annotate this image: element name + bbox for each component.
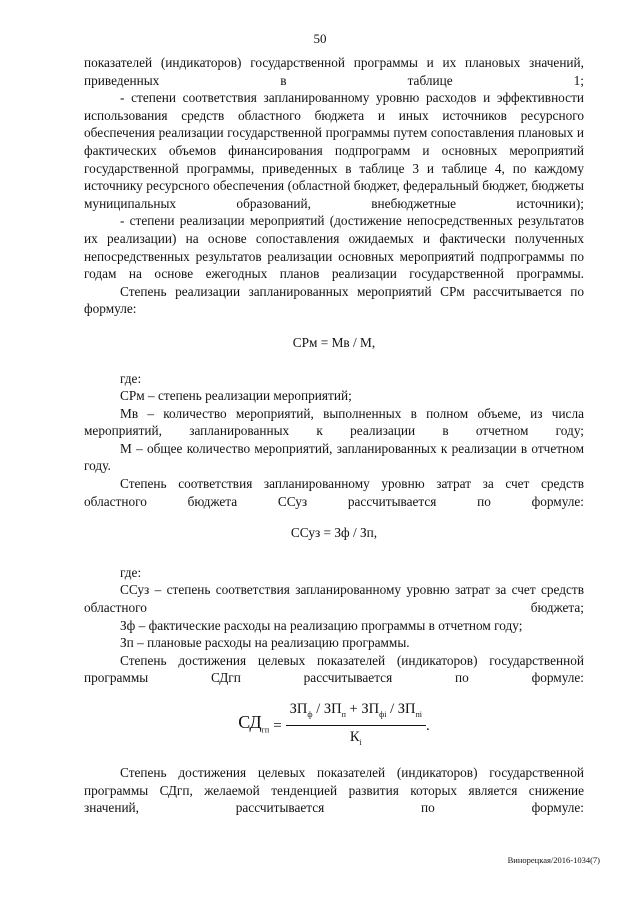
paragraph: показателей (индикаторов) государственной программы и их плановых значений, приведенных в таблице 1; [84,55,584,88]
formula-lhs: $СД_{гп}$ [238,711,270,735]
paragraph: - степени реализации мероприятий (достижение непосредственных результатов их реализации) на основе сопоставления ожидаемых и фактически полученных непосредственных результатов реализации основных мероприятий подпрограммы по годам на основе ежегодных планов реализации государственной программы. [84,213,584,282]
definition: Зф – фактические расходы на реализацию программы в отчетном году; [120,617,523,633]
paragraph: - степени соответствия запланированному уровню расходов и эффективности использования средств областного бюджета и иных источников ресурсного обеспечения реализации государственной программы путем сопоставления плановых и фактических объемов финансирования подпрограмм и основных мероприятий государственной программы, приведенных в таблице 3 и таблице 4, по каждому источнику ресурсного обеспечения (областной бюджет, федеральный бюджет, бюджеты муниципальных образований, внебюджетные источники); [84,90,584,211]
fraction-denominator: $К_i$ [349,729,362,748]
paragraph: Степень достижения целевых показателей (индикаторов) государственной программы СДгп рассчитывается по формуле: [84,652,584,686]
document-body [84,54,584,817]
footer-code: Винорецкая/2016-1034(7) [507,855,600,865]
paragraph: Степень соответствия запланированному уровню затрат за счет средств областного бюджета ССуз рассчитывается по формуле: [84,476,584,509]
where-label: где: [120,370,142,386]
definition: СРм – степень реализации мероприятий; [120,388,352,404]
formula-srm: СРм = Мв / М, [292,334,376,350]
equals-sign: = [273,717,282,734]
definition: М – общее количество мероприятий, запланированных к реализации в отчетном году. [84,440,584,474]
formula-ssuz: ССуз = Зф / Зп, [290,525,378,541]
fraction-numerator: $ЗП_ф / ЗП_п + ЗП_{фi} / ЗП_{пi}$ [286,701,426,726]
page-number: 50 [313,31,327,46]
paragraph: Степень достижения целевых показателей (индикаторов) государственной программы СДгп, желаемой тенденцией развития которых является снижение значений, рассчитывается по формуле: [84,764,584,816]
paragraph: Степень реализации запланированных мероприятий СРм рассчитывается по формуле: [84,283,584,317]
formula-period: . [426,717,430,734]
definition: ССуз – степень соответствия запланированному уровню затрат за счет средств областного бюджета; [84,582,584,616]
definition: Зп – плановые расходы на реализацию программы. [120,635,410,651]
definition: Мв – количество мероприятий, выполненных в полном объеме, из числа мероприятий, запланированных к реализации в отчетном году; [84,405,584,439]
formula-sdgp [84,701,584,752]
fraction [286,701,426,752]
where-label: где: [120,564,142,580]
